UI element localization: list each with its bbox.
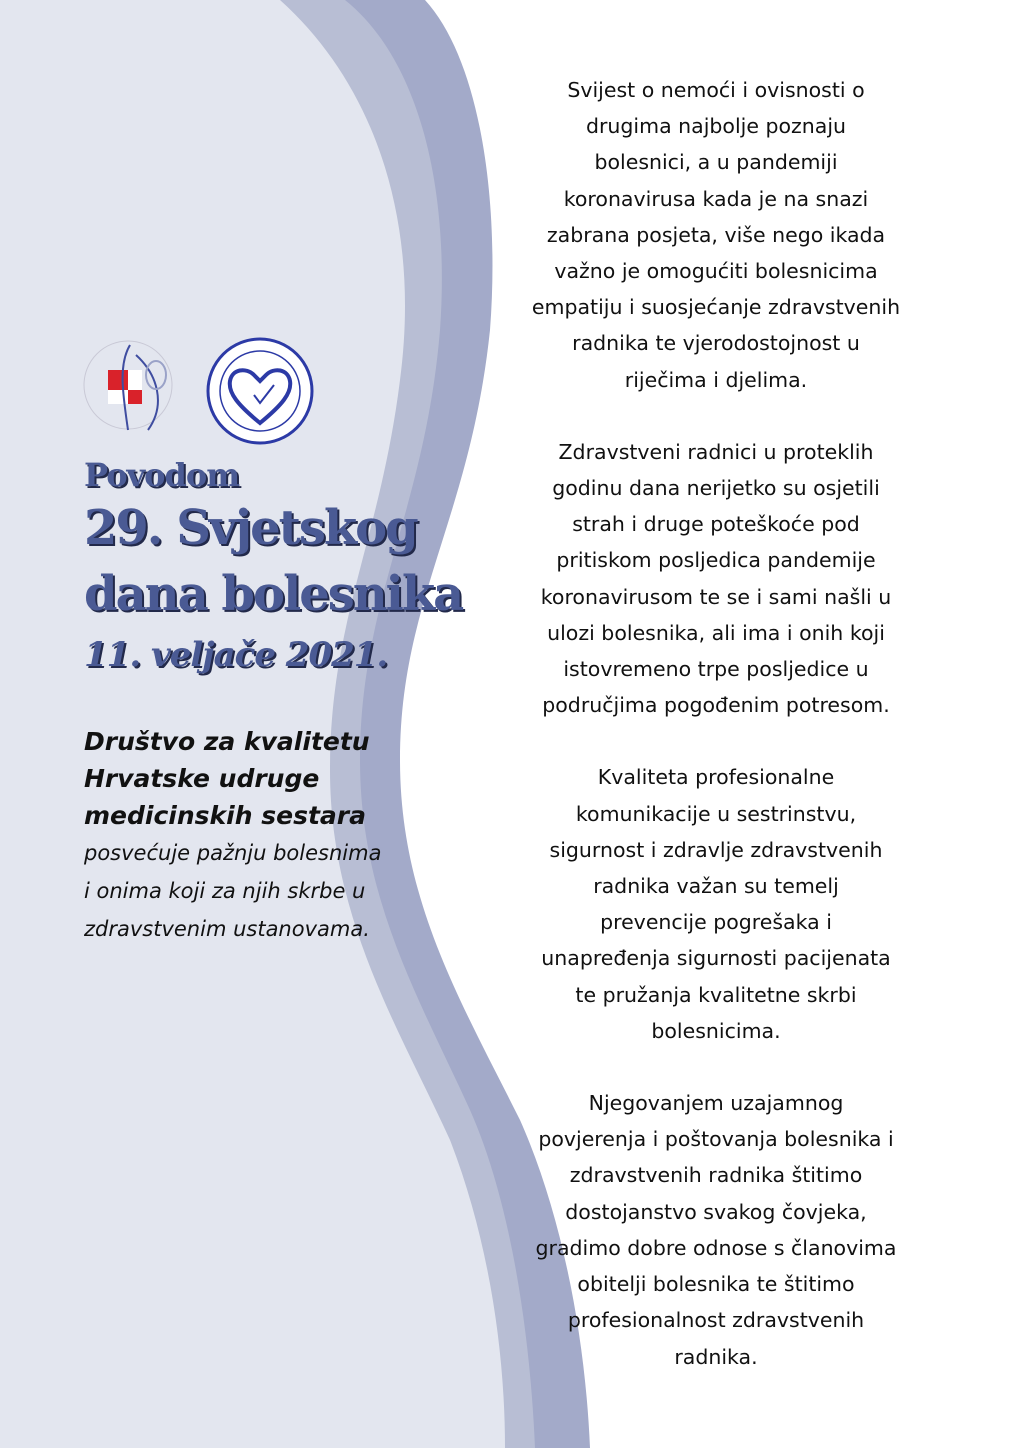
text-line: prevencije pogrešaka i xyxy=(600,910,832,935)
text-line: te pružanja kvalitetne skrbi xyxy=(575,982,857,1007)
org-desc-line: posvećuje pažnju bolesnima xyxy=(84,841,382,865)
org-name-line: medicinskih sestara xyxy=(84,801,366,830)
text-line: područjima pogođenim potresom. xyxy=(542,693,890,718)
text-line: radnika te vjerodostojnost u xyxy=(572,331,860,356)
headline-line1: 29. Svjetskog xyxy=(84,500,417,556)
paragraph-trust xyxy=(500,1085,932,1375)
paragraph-health-workers xyxy=(500,434,932,724)
body-text xyxy=(500,72,932,1411)
paragraph-quality xyxy=(500,759,932,1049)
text-line: istovremeno trpe posljedice u xyxy=(563,657,869,682)
text-line: koronavirusa kada je na snazi xyxy=(563,186,869,211)
text-line: drugima najbolje poznaju xyxy=(585,114,847,139)
text-line: dostojanstvo svakog čovjeka, xyxy=(565,1199,867,1224)
headline-line2: dana bolesnika xyxy=(84,566,463,622)
text-line: zdravstvenih radnika štitimo xyxy=(569,1163,863,1188)
org-desc-line: zdravstvenim ustanovama. xyxy=(84,917,370,941)
headline-povodom: Povodom xyxy=(84,456,240,494)
text-line: pritiskom posljedica pandemije xyxy=(556,548,876,573)
text-line: strah i druge poteškoće pod xyxy=(572,512,860,537)
text-line: koronavirusom te se i sami našli u xyxy=(540,584,892,609)
quality-logo xyxy=(208,339,312,443)
hums-logo xyxy=(84,341,172,430)
text-line: unapređenja sigurnosti pacijenata xyxy=(541,946,891,971)
text-line: empatiju i suosjećanje zdravstvenih xyxy=(531,295,901,320)
organization-block xyxy=(84,723,464,948)
text-line: zabrana posjeta, više nego ikada xyxy=(546,222,886,247)
org-name-line: Hrvatske udruge xyxy=(84,764,320,793)
text-line: Kvaliteta profesionalne xyxy=(597,765,835,790)
text-line: Svijest o nemoći i ovisnosti o xyxy=(567,78,865,102)
text-line: ulozi bolesnika, ali ima i onih koji xyxy=(547,620,885,645)
text-line: riječima i djelima. xyxy=(624,367,808,392)
text-line: godinu dana nerijetko su osjetili xyxy=(552,476,880,501)
text-line: komunikacije u sestrinstvu, xyxy=(575,801,857,826)
text-line: Njegovanjem uzajamnog xyxy=(588,1091,844,1116)
org-desc-line: i onima koji za njih skrbe u xyxy=(84,879,366,903)
text-line: profesionalnost zdravstvenih xyxy=(567,1308,865,1333)
text-line: sigurnost i zdravlje zdravstvenih xyxy=(549,837,883,862)
text-line: bolesnicima. xyxy=(651,1018,781,1043)
org-name-line: Društvo za kvalitetu xyxy=(84,727,370,756)
text-line: povjerenja i poštovanja bolesnika i xyxy=(538,1127,894,1152)
text-line: radnika važan su temelj xyxy=(593,874,839,899)
logos-group xyxy=(78,335,328,450)
headline xyxy=(84,455,464,683)
text-line: Zdravstveni radnici u proteklih xyxy=(558,439,874,464)
text-line: bolesnici, a u pandemiji xyxy=(594,150,838,175)
text-line: obitelji bolesnika te štitimo xyxy=(577,1272,855,1297)
paragraph-awareness xyxy=(500,72,932,398)
text-line: radnika. xyxy=(674,1344,758,1369)
text-line: važno je omogućiti bolesnicima xyxy=(554,259,878,284)
headline-date: 11. veljače 2021. xyxy=(84,635,388,675)
text-line: gradimo dobre odnose s članovima xyxy=(535,1235,897,1260)
